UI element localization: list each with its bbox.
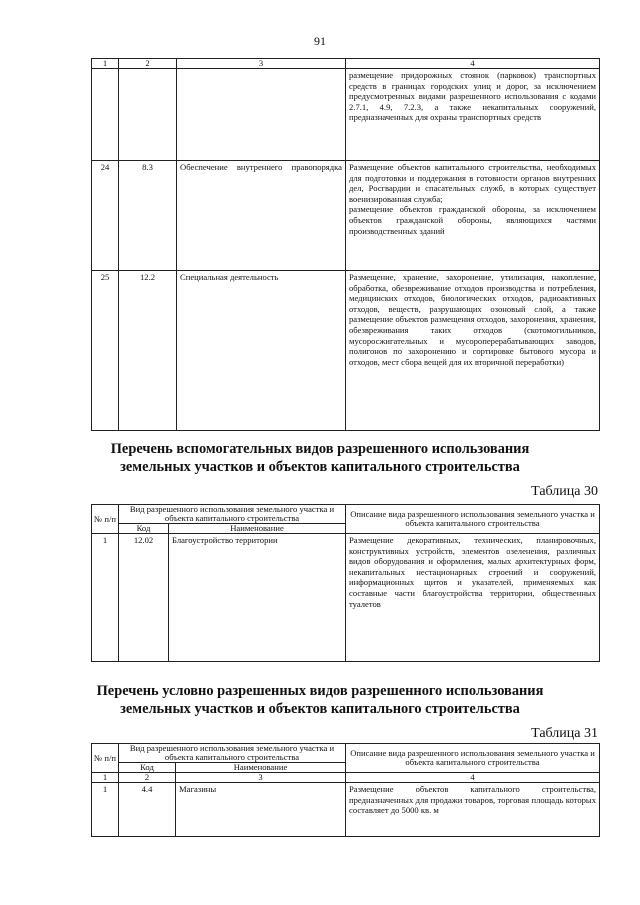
row-number: 25	[92, 271, 119, 431]
header-code: Код	[119, 763, 176, 773]
table-row	[92, 534, 600, 662]
header-group: Вид разрешенного использования земельного участка и объекта капитального строительства	[119, 505, 346, 524]
row-name: Магазины	[176, 783, 346, 837]
header-code: Код	[119, 524, 169, 534]
row-description: Размещение объектов капитального строительства, предназначенных для продажи товаров, торговая площадь которых составляет до 5000 кв. м	[346, 783, 600, 837]
table-header	[92, 744, 600, 763]
table-header	[92, 505, 600, 524]
table-row	[92, 783, 600, 837]
row-description: размещение придорожных стоянок (парковок) транспортных средств в границах городских улиц и дорог, за исключением предусмотренных видами разрешенного использования с кодами 2.7.1, 4.9, 7.2.3, а также некапитальных сооружений, предназначенных для охраны транспортных средств	[346, 69, 600, 161]
table-row	[92, 161, 600, 271]
header-description: Описание вида разрешенного использования земельного участка и объекта капитального строительства	[346, 744, 600, 773]
row-code: 8.3	[119, 161, 177, 271]
row-name: Обеспечение внутреннего правопорядка	[177, 161, 346, 271]
table-label: Таблица 31	[531, 726, 598, 741]
col-number: 4	[346, 773, 600, 783]
col-number: 1	[92, 59, 119, 69]
table-label: Таблица 30	[531, 484, 598, 499]
table-continuation	[91, 58, 600, 431]
section-title: Перечень условно разрешенных видов разрешенного использования земельных участков и объектов капитального строительства	[96, 683, 544, 717]
header-group: Вид разрешенного использования земельного участка и объекта капитального строительства	[119, 744, 346, 763]
row-name: Благоустройство территории	[169, 534, 346, 662]
row-code	[119, 69, 177, 161]
table-30	[91, 504, 600, 662]
row-number	[92, 69, 119, 161]
row-description: Размещение, хранение, захоронение, утилизация, накопление, обработка, обезвреживание отходов производства и потребления, медицинских отходов, биологических отходов, радиоактивных отходов, веществ, разрушающих озоновый слой, а также размещение объектов размещения отходов, захоронения, хранения, обезвреживания таких отходов (скотомогильников, мусоросжигательных и мусороперерабатывающих заводов, полигонов по захоронению и сортировке бытового мусора и отходов, мест сбора вещей для их вторичной переработки)	[346, 271, 600, 431]
col-number: 3	[177, 59, 346, 69]
col-number: 1	[92, 773, 119, 783]
row-number: 1	[92, 534, 119, 662]
column-numbers-row	[92, 59, 600, 69]
header-description: Описание вида разрешенного использования земельного участка и объекта капитального строительства	[346, 505, 600, 534]
column-numbers-row	[92, 773, 600, 783]
col-number: 3	[176, 773, 346, 783]
row-code: 12.02	[119, 534, 169, 662]
row-number: 1	[92, 783, 119, 837]
col-number: 4	[346, 59, 600, 69]
table-row	[92, 69, 600, 161]
header-num: № п/п	[92, 744, 119, 773]
header-name: Наименование	[176, 763, 346, 773]
row-name	[177, 69, 346, 161]
row-description: Размещение объектов капитального строительства, необходимых для подготовки и поддержания в готовности органов внутренних дел, Росгвардии и спасательных служб, в которых существует военизированная служба; размещение объектов гражданской обороны, за исключением объектов гражданской обороны, являющихся частями производственных зданий	[346, 161, 600, 271]
row-name: Специальная деятельность	[177, 271, 346, 431]
header-name: Наименование	[169, 524, 346, 534]
section-title: Перечень вспомогательных видов разрешенного использования земельных участков и объектов капитального строительства	[110, 441, 530, 475]
row-number: 24	[92, 161, 119, 271]
header-num: № п/п	[92, 505, 119, 534]
row-code: 4.4	[119, 783, 176, 837]
row-code: 12.2	[119, 271, 177, 431]
row-description: Размещение декоративных, технических, планировочных, конструктивных устройств, элементов озеленения, различных видов оборудования и оформления, малых архитектурных форм, некапитальных нестационарных строений и сооружений, информационных щитов и указателей, применяемых как составные части благоустройства территории, общественных туалетов	[346, 534, 600, 662]
table-31	[91, 743, 600, 837]
col-number: 2	[119, 59, 177, 69]
col-number: 2	[119, 773, 176, 783]
page-number: 91	[314, 34, 326, 48]
table-row	[92, 271, 600, 431]
